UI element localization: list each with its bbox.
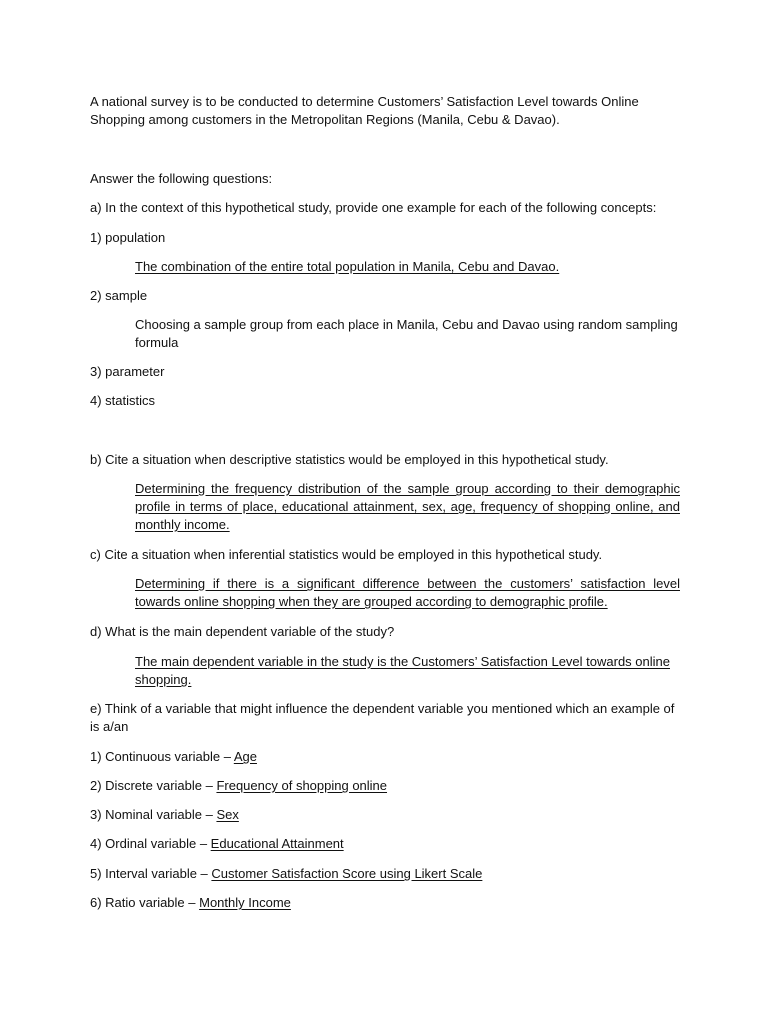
variable-label: 6) Ratio variable – <box>90 895 200 910</box>
variable-item <box>90 835 680 853</box>
variable-value: Sex <box>216 807 239 822</box>
question-d: d) What is the main dependent variable of the study? <box>90 624 395 639</box>
variable-item <box>90 865 680 883</box>
variable-value: Monthly Income <box>199 895 291 910</box>
question-a-answer-1 <box>90 258 680 276</box>
answer-text: Determining the frequency distribution of the sample group according to their demographic profile in terms of place, educational attainment, sex, age, frequency of shopping online, and monthly income. <box>135 481 680 532</box>
variable-item <box>90 894 680 912</box>
variable-label: 2) Discrete variable – <box>90 778 217 793</box>
variable-label: 4) Ordinal variable – <box>90 836 211 851</box>
question-b: b) Cite a situation when descriptive statistics would be employed in this hypothetical study. <box>90 452 609 467</box>
question-a-item-4: 4) statistics <box>90 393 156 408</box>
question-a-item-3: 3) parameter <box>90 364 165 379</box>
question-e: e) Think of a variable that might influence the dependent variable you mentioned which an example of is a/an <box>90 701 675 734</box>
answer-text: Determining if there is a significant difference between the customers’ satisfaction level towards online shopping when they are grouped according to demographic profile. <box>135 576 680 609</box>
question-a: a) In the context of this hypothetical study, provide one example for each of the following concepts: <box>90 200 657 215</box>
question-a-item-1: 1) population <box>90 230 166 245</box>
variable-item <box>90 777 680 795</box>
question-c-answer <box>90 575 680 611</box>
variable-item <box>90 748 680 766</box>
variable-label: 1) Continuous variable – <box>90 749 234 764</box>
variable-label: 3) Nominal variable – <box>90 807 217 822</box>
question-b-answer <box>90 480 680 534</box>
question-a-item-2: 2) sample <box>90 288 148 303</box>
variable-value: Educational Attainment <box>210 836 344 851</box>
variable-value: Age <box>233 749 257 764</box>
variable-label: 5) Interval variable – <box>90 866 212 881</box>
question-a-answer-2: Choosing a sample group from each place in Manila, Cebu and Davao using random sampling formula <box>135 317 678 350</box>
question-c: c) Cite a situation when inferential statistics would be employed in this hypothetical study. <box>90 547 603 562</box>
variable-value: Frequency of shopping online <box>216 778 388 793</box>
variable-value: Customer Satisfaction Score using Likert Scale <box>211 866 483 881</box>
answer-text: The main dependent variable in the study is the Customers’ Satisfaction Level towards online shopping. <box>135 654 670 687</box>
question-d-answer <box>90 653 680 689</box>
instructions-text: Answer the following questions: <box>90 171 273 186</box>
intro-paragraph: A national survey is to be conducted to determine Customers’ Satisfaction Level towards Online Shopping among customers in the Metropolitan Regions (Manila, Cebu & Davao). <box>90 94 639 127</box>
answer-text: The combination of the entire total population in Manila, Cebu and Davao. <box>135 259 560 274</box>
variable-item <box>90 806 680 824</box>
